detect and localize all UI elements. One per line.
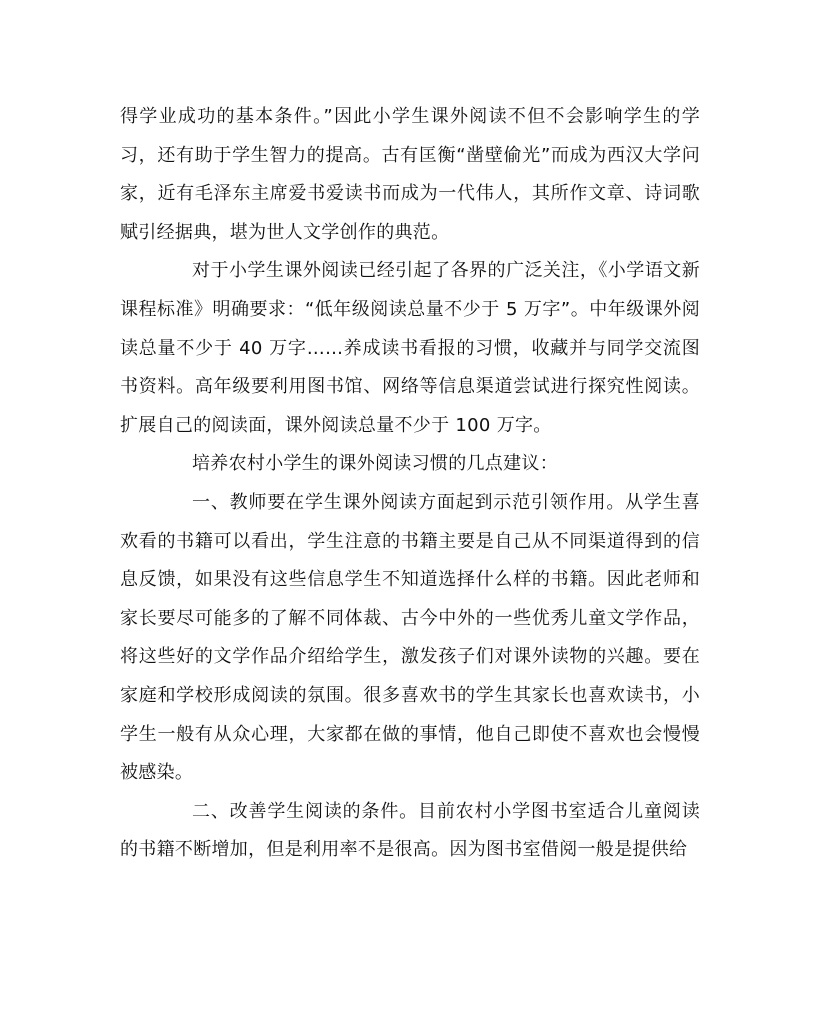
paragraph-3: 培养农村小学生的课外阅读习惯的几点建议： bbox=[192, 453, 558, 475]
paragraph-4: 一、教师要在学生课外阅读方面起到示范引领作用。从学生喜欢看的书籍可以看出，学生注意的书籍主要是自己从不同渠道得到的信息反馈，如果没有这些信息学生不知道选择什么样的书籍。因此老师和家长要尽可能多的了解不同体裁、古今中外的一些优秀儿童文学作品，将这些好的文学作品介绍给学生，激发孩子们对课外读物的兴趣。要在家庭和学校形成阅读的氛围。很多喜欢书的学生其家长也喜欢读书，小学生一般有从众心理，大家都在做的事情，他自己即使不喜欢也会慢慢被感染。 bbox=[120, 491, 700, 784]
paragraph-1: 得学业成功的基本条件。”因此小学生课外阅读不但不会影响学生的学习，还有助于学生智力的提高。古有匡衡“凿壁偷光”而成为西汉大学问家，近有毛泽东主席爱书爱读书而成为一代伟人，其所作文章、诗词歌赋引经据典，堪为世人文学创作的典范。 bbox=[120, 106, 700, 243]
document-body bbox=[120, 98, 700, 870]
paragraph-5: 二、改善学生阅读的条件。目前农村小学图书室适合儿童阅读的书籍不断增加，但是利用率不是很高。因为图书室借阅一般是提供给 bbox=[120, 800, 700, 861]
paragraph-2: 对于小学生课外阅读已经引起了各界的广泛关注，《小学语文新课程标准》明确要求：“低年级阅读总量不少于 5 万字”。中年级课外阅读总量不少于 40 万字……养成读书看报的习惯，收藏并与同学交流图书资料。高年级要利用图书馆、网络等信息渠道尝试进行探究性阅读。扩展自己的阅读面，课外阅读总量不少于 100 万字。 bbox=[120, 260, 700, 436]
